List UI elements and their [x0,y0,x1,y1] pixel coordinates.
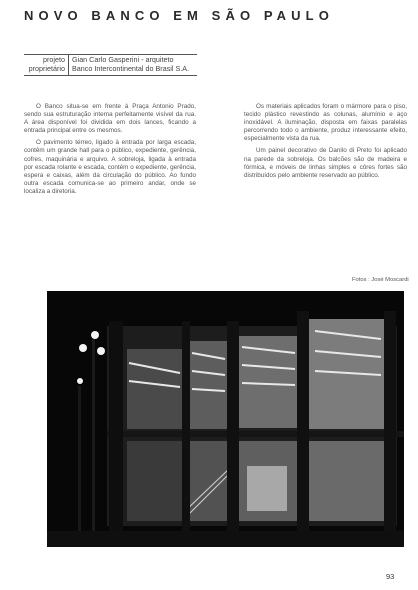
credit-value: Gian Carlo Gasperini - arquiteto [72,55,174,64]
right-column [244,103,407,184]
left-column [24,103,196,200]
credits-divider [68,54,69,76]
photo-credit: Fotos : José Moscardi [352,277,409,283]
credits-bottom-rule [24,75,197,76]
paragraph: Os materiais aplicados foram o mármore para o piso, tecido plástico revestindo as colunas, alumínio e aço inoxidável. A iluminação, disposta em faixas paralelas percorrendo todo o ambiente, produz interessante efeito, especialmente vista da rua. [244,103,407,143]
paragraph: O Banco situa-se em frente à Praça Antonio Prado, sendo sua estruturação interna perfeitamente visível da rua. A área disponível foi dividida em dois lances, ficando a entrada principal entre os mesmos. [24,103,196,135]
credit-label: projeto [43,55,65,64]
bank-facade-illustration [47,291,404,547]
page-number: 93 [386,572,395,581]
paragraph: O pavimento térreo, ligado à entrada por larga escada, contêm um grande hall para o público, expediente, gerência, cofres, maquinária e arquivo. A sobreloja, ligada à entrada por escada rolante e escada, contém o expediente, gerência, espera e caixas, além da circulação do público. Ao fundo outra escada comunica-se ao primeiro andar, onde se localiza a diretoria. [24,139,196,195]
credit-label: proprietário [28,64,65,73]
paragraph: Um painel decorativo de Danilo di Preto foi aplicado na parede da sobreloja. Os balcões são de madeira e fórmica, e móveis de linhas simples e côres fortes são distribuídos pelo ambiente reservado ao público. [244,147,407,179]
bank-facade-photo [47,291,404,547]
credit-value: Banco Intercontinental do Brasil S.A. [72,64,190,73]
article-title: NOVO BANCO EM SÃO PAULO [24,8,334,23]
